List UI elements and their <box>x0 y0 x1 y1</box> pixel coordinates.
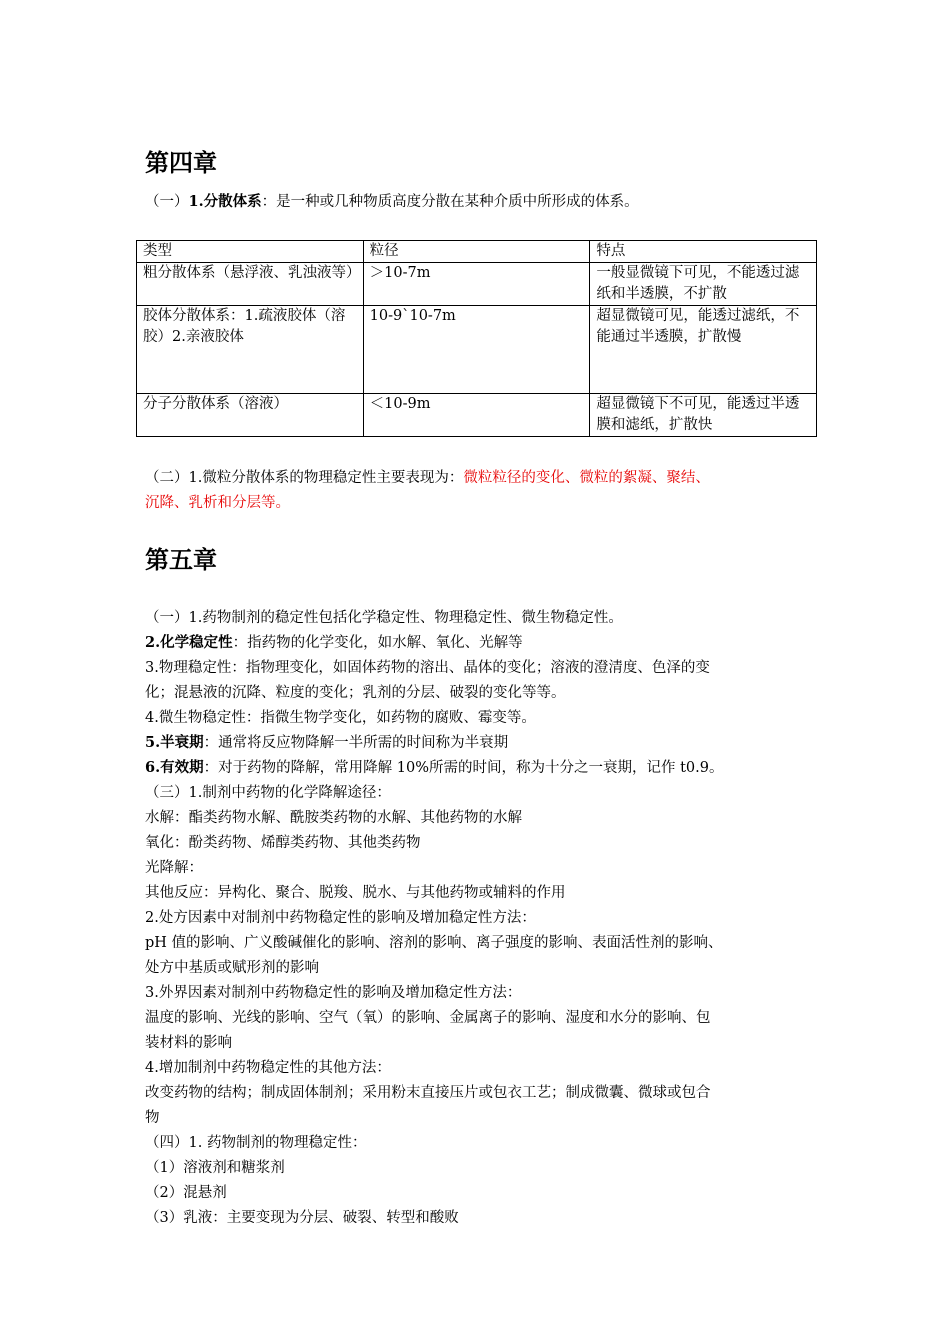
ch5-line: 4.增加制剂中药物稳定性的其他方法： <box>145 1060 391 1076</box>
table-cell: 10-9`10-7m <box>363 306 590 394</box>
ch5-line: （3）乳液：主要变现为分层、破裂、转型和酸败 <box>145 1210 459 1226</box>
table-cell: 一般显微镜下可见，不能透过滤纸和半透膜，不扩散 <box>590 263 817 306</box>
ch4-section-1 <box>145 192 639 212</box>
ch5-term: 6.有效期 <box>145 759 204 776</box>
ch5-line: （一）1.药物制剂的稳定性包括化学稳定性、物理稳定性、微生物稳定性。 <box>145 610 623 626</box>
ch5-line: pH 值的影响、广义酸碱催化的影响、溶剂的影响、离子强度的影响、表面活性剂的影响、 <box>145 935 723 951</box>
ch5-line: （四）1. 药物制剂的物理稳定性： <box>145 1135 367 1151</box>
ch4-section-2-line-1 <box>145 468 710 488</box>
ch4-section-2-line-2: 沉降、乳析和分层等。 <box>145 495 290 511</box>
ch5-line: 2.处方因素中对制剂中药物稳定性的影响及增加稳定性方法： <box>145 910 536 926</box>
ch5-line <box>145 733 508 753</box>
ch5-line: （2）混悬剂 <box>145 1185 227 1201</box>
table-row <box>137 306 817 394</box>
table-cell: 超显微镜可见，能透过滤纸，不能通过半透膜，扩散慢 <box>590 306 817 394</box>
header-type: 类型 <box>137 241 364 263</box>
ch5-line: 装材料的影响 <box>145 1035 232 1051</box>
chapter-4-title: 第四章 <box>145 148 217 177</box>
ch5-line <box>145 758 723 778</box>
table-cell: ＜10-9m <box>363 394 590 437</box>
ch5-term: 5.半衰期 <box>145 734 204 751</box>
header-size: 粒径 <box>363 241 590 263</box>
ch4-s1-term: 1.分散体系 <box>188 193 262 210</box>
ch5-line: 其他反应：异构化、聚合、脱羧、脱水、与其他药物或辅料的作用 <box>145 885 566 901</box>
table-cell: ＞10-7m <box>363 263 590 306</box>
ch4-s1-definition: ：是一种或几种物质高度分散在某种介质中所形成的体系。 <box>261 194 639 210</box>
header-feature: 特点 <box>590 241 817 263</box>
ch4-s1-prefix: （一） <box>145 194 189 210</box>
table-row <box>137 394 817 437</box>
ch4-s2-highlight: 微粒粒径的变化、微粒的絮凝、聚结、 <box>463 470 710 486</box>
table-row <box>137 263 817 306</box>
ch5-line: （1）溶液剂和糖浆剂 <box>145 1160 285 1176</box>
ch5-definition: ：指药物的化学变化，如水解、氧化、光解等 <box>232 635 523 651</box>
ch5-line: 光降解： <box>145 860 203 876</box>
dispersion-system-table <box>136 240 817 437</box>
ch5-line: 物 <box>145 1110 160 1126</box>
table-cell: 胶体分散体系：1.疏液胶体（溶胶）2.亲液胶体 <box>137 306 364 394</box>
ch5-line: （三）1.制剂中药物的化学降解途径： <box>145 785 391 801</box>
ch5-definition: ：对于药物的降解，常用降解 10%所需的时间，称为十分之一衰期，记作 t0.9。 <box>203 760 724 776</box>
table-cell: 粗分散体系（悬浮液、乳浊液等） <box>137 263 364 306</box>
ch5-line <box>145 633 523 653</box>
ch5-line: 3.物理稳定性：指物理变化，如固体药物的溶出、晶体的变化；溶液的澄清度、色泽的变 <box>145 660 710 676</box>
table-cell: 分子分散体系（溶液） <box>137 394 364 437</box>
ch5-line: 温度的影响、光线的影响、空气（氧）的影响、金属离子的影响、湿度和水分的影响、包 <box>145 1010 711 1026</box>
ch5-definition: ：通常将反应物降解一半所需的时间称为半衰期 <box>203 735 509 751</box>
ch5-line: 改变药物的结构；制成固体制剂；采用粉末直接压片或包衣工艺；制成微囊、微球或包合 <box>145 1085 711 1101</box>
ch5-term: 2.化学稳定性 <box>145 634 233 651</box>
ch5-line: 4.微生物稳定性：指微生物学变化，如药物的腐败、霉变等。 <box>145 710 536 726</box>
table-header-row <box>137 241 817 263</box>
ch5-line: 3.外界因素对制剂中药物稳定性的影响及增加稳定性方法： <box>145 985 522 1001</box>
chapter-5-title: 第五章 <box>145 545 217 574</box>
ch5-line: 处方中基质或赋形剂的影响 <box>145 960 319 976</box>
ch4-s2-text: （二）1.微粒分散体系的物理稳定性主要表现为： <box>145 470 464 486</box>
ch5-line: 水解：酯类药物水解、酰胺类药物的水解、其他药物的水解 <box>145 810 522 826</box>
ch5-line: 氧化：酚类药物、烯醇类药物、其他类药物 <box>145 835 421 851</box>
table-cell: 超显微镜下不可见，能透过半透膜和滤纸，扩散快 <box>590 394 817 437</box>
ch5-line: 化；混悬液的沉降、粒度的变化；乳剂的分层、破裂的变化等等。 <box>145 685 566 701</box>
